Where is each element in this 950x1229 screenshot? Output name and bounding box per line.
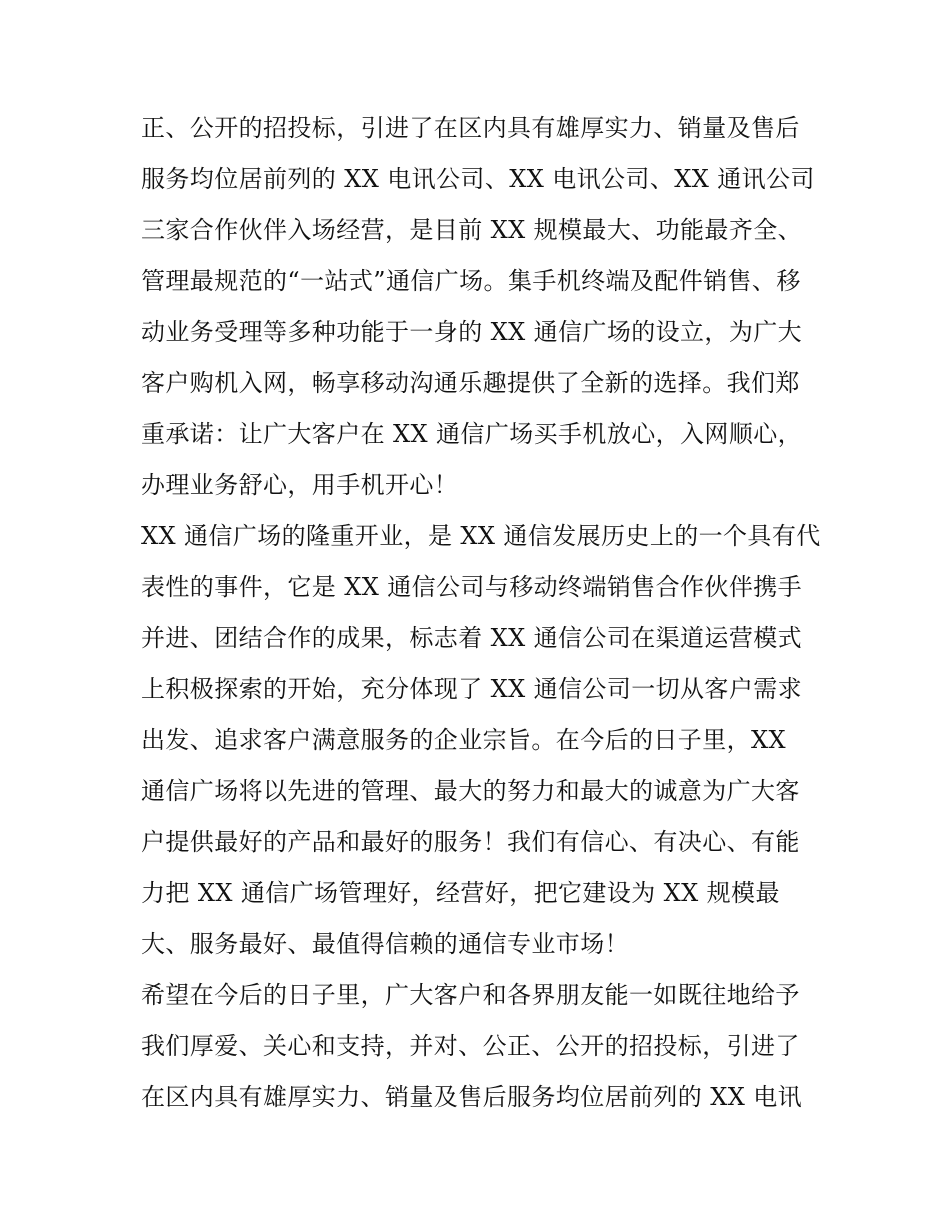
text-line: 动业务受理等多种功能于一身的 XX 通信广场的设立，为广大: [141, 318, 803, 346]
document-body: [141, 103, 841, 1123]
text-line: 管理最规范的“一站式”通信广场。集手机终端及配件销售、移: [141, 267, 801, 295]
text-line: 并进、团结合作的成果，标志着 XX 通信公司在渠道运营模式: [141, 624, 803, 652]
text-line: 服务均位居前列的 XX 电讯公司、XX 电讯公司、XX 通讯公司: [141, 165, 815, 193]
text-line: 大、服务最好、最值得信赖的通信专业市场！: [141, 930, 629, 958]
text-line: 在区内具有雄厚实力、销量及售后服务均位居前列的 XX 电讯: [141, 1083, 803, 1111]
text-line: 三家合作伙伴入场经营，是目前 XX 规模最大、功能最齐全、: [141, 216, 803, 244]
text-line: 户提供最好的产品和最好的服务！我们有信心、有决心、有能: [141, 828, 800, 856]
text-line: 客户购机入网，畅享移动沟通乐趣提供了全新的选择。我们郑: [141, 369, 800, 397]
text-line: 办理业务舒心，用手机开心！: [141, 471, 459, 499]
text-line: 表性的事件，它是 XX 通信公司与移动终端销售合作伙伴携手: [141, 573, 803, 601]
text-line: 希望在今后的日子里，广大客户和各界朋友能一如既往地给予: [141, 981, 800, 1009]
text-line: 正、公开的招投标，引进了在区内具有雄厚实力、销量及售后: [141, 114, 800, 142]
text-line: 力把 XX 通信广场管理好，经营好，把它建设为 XX 规模最: [141, 879, 780, 907]
text-line: 上积极探索的开始，充分体现了 XX 通信公司一切从客户需求: [141, 675, 803, 703]
text-line: XX 通信广场的隆重开业，是 XX 通信发展历史上的一个具有代: [141, 522, 821, 550]
text-line: 出发、追求客户满意服务的企业宗旨。在今后的日子里，XX: [141, 726, 786, 754]
text-line: 通信广场将以先进的管理、最大的努力和最大的诚意为广大客: [141, 777, 800, 805]
text-line: 重承诺：让广大客户在 XX 通信广场买手机放心，入网顺心，: [141, 420, 803, 448]
text-line: 我们厚爱、关心和支持，并对、公正、公开的招投标，引进了: [141, 1032, 800, 1060]
